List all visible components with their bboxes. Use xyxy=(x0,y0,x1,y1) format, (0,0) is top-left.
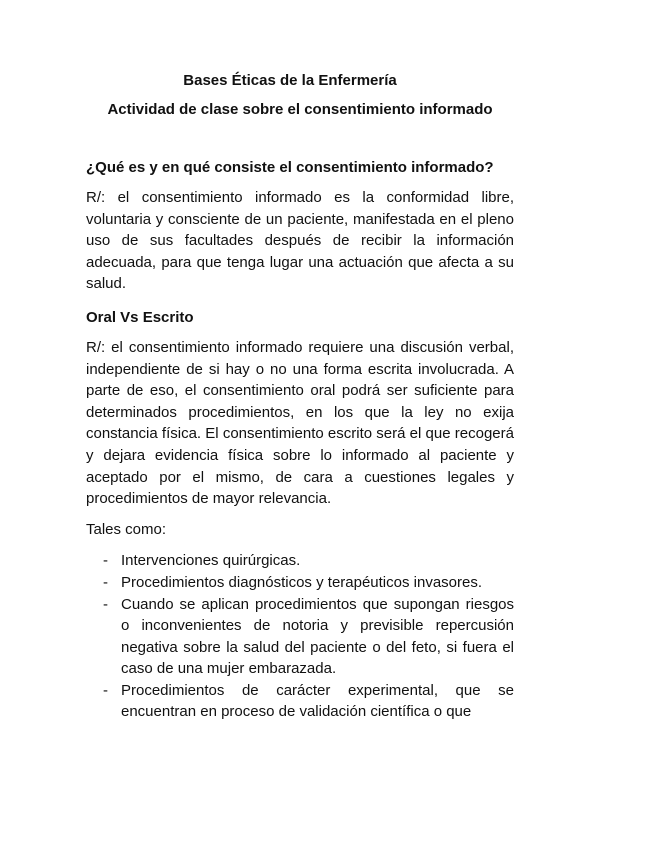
document-title: Bases Éticas de la Enfermería xyxy=(183,72,397,89)
list-item xyxy=(86,680,514,723)
list-item-text: Intervenciones quirúrgicas. xyxy=(121,552,301,570)
document-page xyxy=(86,70,514,723)
list-item xyxy=(86,550,514,572)
question-heading: ¿Qué es y en qué consiste el consentimiento informado? xyxy=(86,159,494,176)
bullet-dash: - xyxy=(103,552,108,570)
bullet-dash: - xyxy=(103,681,108,699)
examples-intro: Tales como: xyxy=(86,520,167,538)
oral-vs-written-heading: Oral Vs Escrito xyxy=(86,308,194,326)
answer-paragraph-2: R/: el consentimiento informado requiere una discusión verbal, independiente de si hay o no una forma escrita involucrada. A parte de eso, el consentimiento oral podrá ser suficiente para determinados procedimientos, en los que la ley no exija constancia física. El consentimiento escrito será el que recogerá y dejara evidencia física sobre lo informado al paciente y aceptado por el mismo, de cara a cuestiones legales y procedimientos de mayor relevancia. xyxy=(86,338,514,508)
bullet-dash: - xyxy=(103,595,108,613)
list-item-text: Cuando se aplican procedimientos que supongan riesgos o inconvenientes de notoria y previsible repercusión negativa sobre la salud del paciente o del feto, si fuera el caso de una mujer embarazada. xyxy=(121,595,514,678)
list-item-text: Procedimientos diagnósticos y terapéuticos invasores. xyxy=(121,573,483,591)
bullet-dash: - xyxy=(103,573,108,591)
examples-list xyxy=(86,550,514,723)
list-item-text: Procedimientos de carácter experimental, que se encuentran en proceso de validación científica o que xyxy=(121,681,514,721)
answer-paragraph-1: R/: el consentimiento informado es la conformidad libre, voluntaria y consciente de un paciente, manifestada en el pleno uso de sus facultades después de recibir la información adecuada, para que tenga lugar una actuación que afecta a su salud. xyxy=(86,189,514,293)
document-subtitle: Actividad de clase sobre el consentimiento informado xyxy=(107,101,493,118)
list-item xyxy=(86,594,514,680)
list-item xyxy=(86,572,514,594)
